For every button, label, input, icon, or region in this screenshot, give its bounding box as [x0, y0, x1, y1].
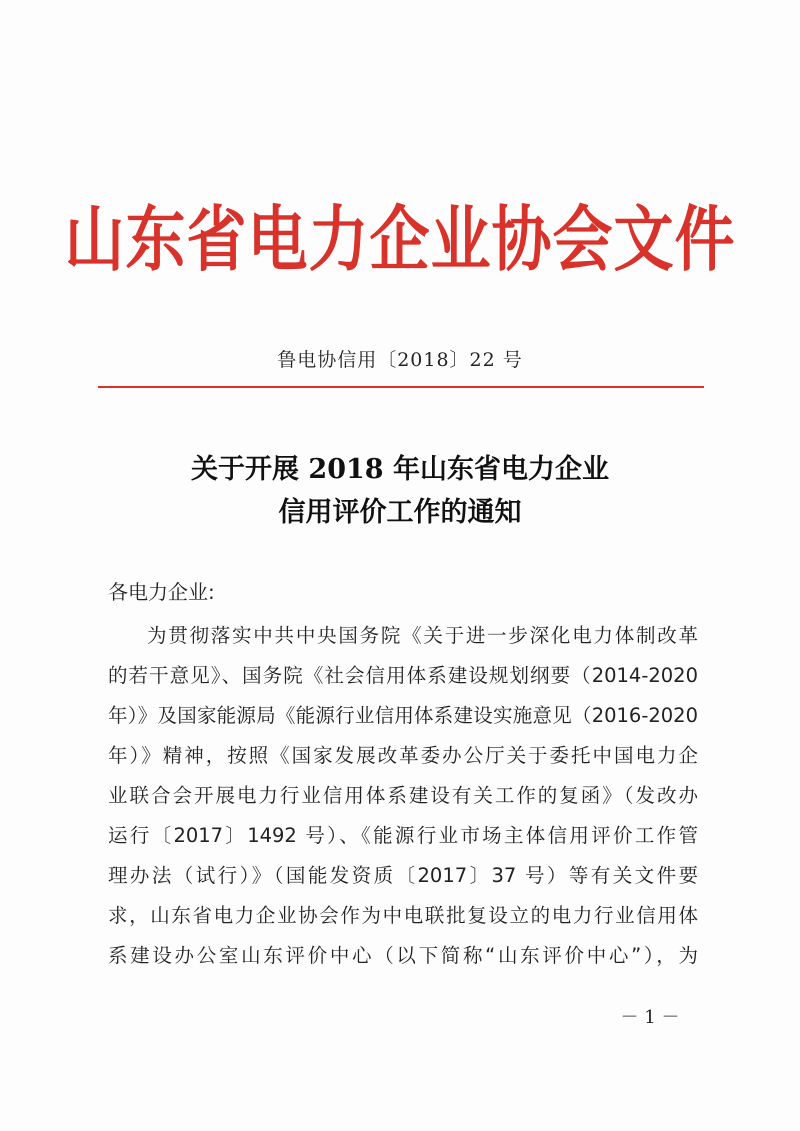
notice-title-line-1: 关于开展 2018 年山东省电力企业	[191, 454, 609, 485]
body-paragraph	[108, 616, 698, 976]
notice-title-line-2: 信用评价工作的通知	[278, 497, 522, 528]
body-line: 理办法（试行）》（国能发资质〔2017〕37 号）等有关文件要	[108, 864, 698, 887]
body-line: 业联合会开展电力行业信用体系建设有关工作的复函》（发改办	[108, 784, 698, 807]
document-number: 鲁电协信用〔2018〕22 号	[277, 349, 523, 371]
page-number: － 1 －	[620, 1007, 680, 1028]
salutation: 各电力企业:	[108, 580, 215, 604]
organization-header: 山东省电力企业协会文件	[64, 199, 736, 282]
body-line: 年）》及国家能源局《能源行业信用体系建设实施意见（2016-2020	[108, 704, 698, 727]
body-line: 的若干意见》、国务院《社会信用体系建设规划纲要（2014-2020	[108, 664, 698, 687]
body-line: 求，山东省电力企业协会作为中电联批复设立的电力行业信用体	[108, 904, 698, 927]
body-line: 为贯彻落实中共中央国务院《关于进一步深化电力体制改革	[147, 624, 698, 647]
body-line: 系建设办公室山东评价中心（以下简称“山东评价中心”），为	[108, 944, 698, 967]
red-divider-line	[98, 386, 704, 388]
body-line: 年）》精神，按照《国家发展改革委办公厅关于委托中国电力企	[108, 744, 698, 767]
body-line: 运行〔2017〕1492 号）、《能源行业市场主体信用评价工作管	[108, 824, 698, 847]
notice-title	[0, 448, 800, 534]
